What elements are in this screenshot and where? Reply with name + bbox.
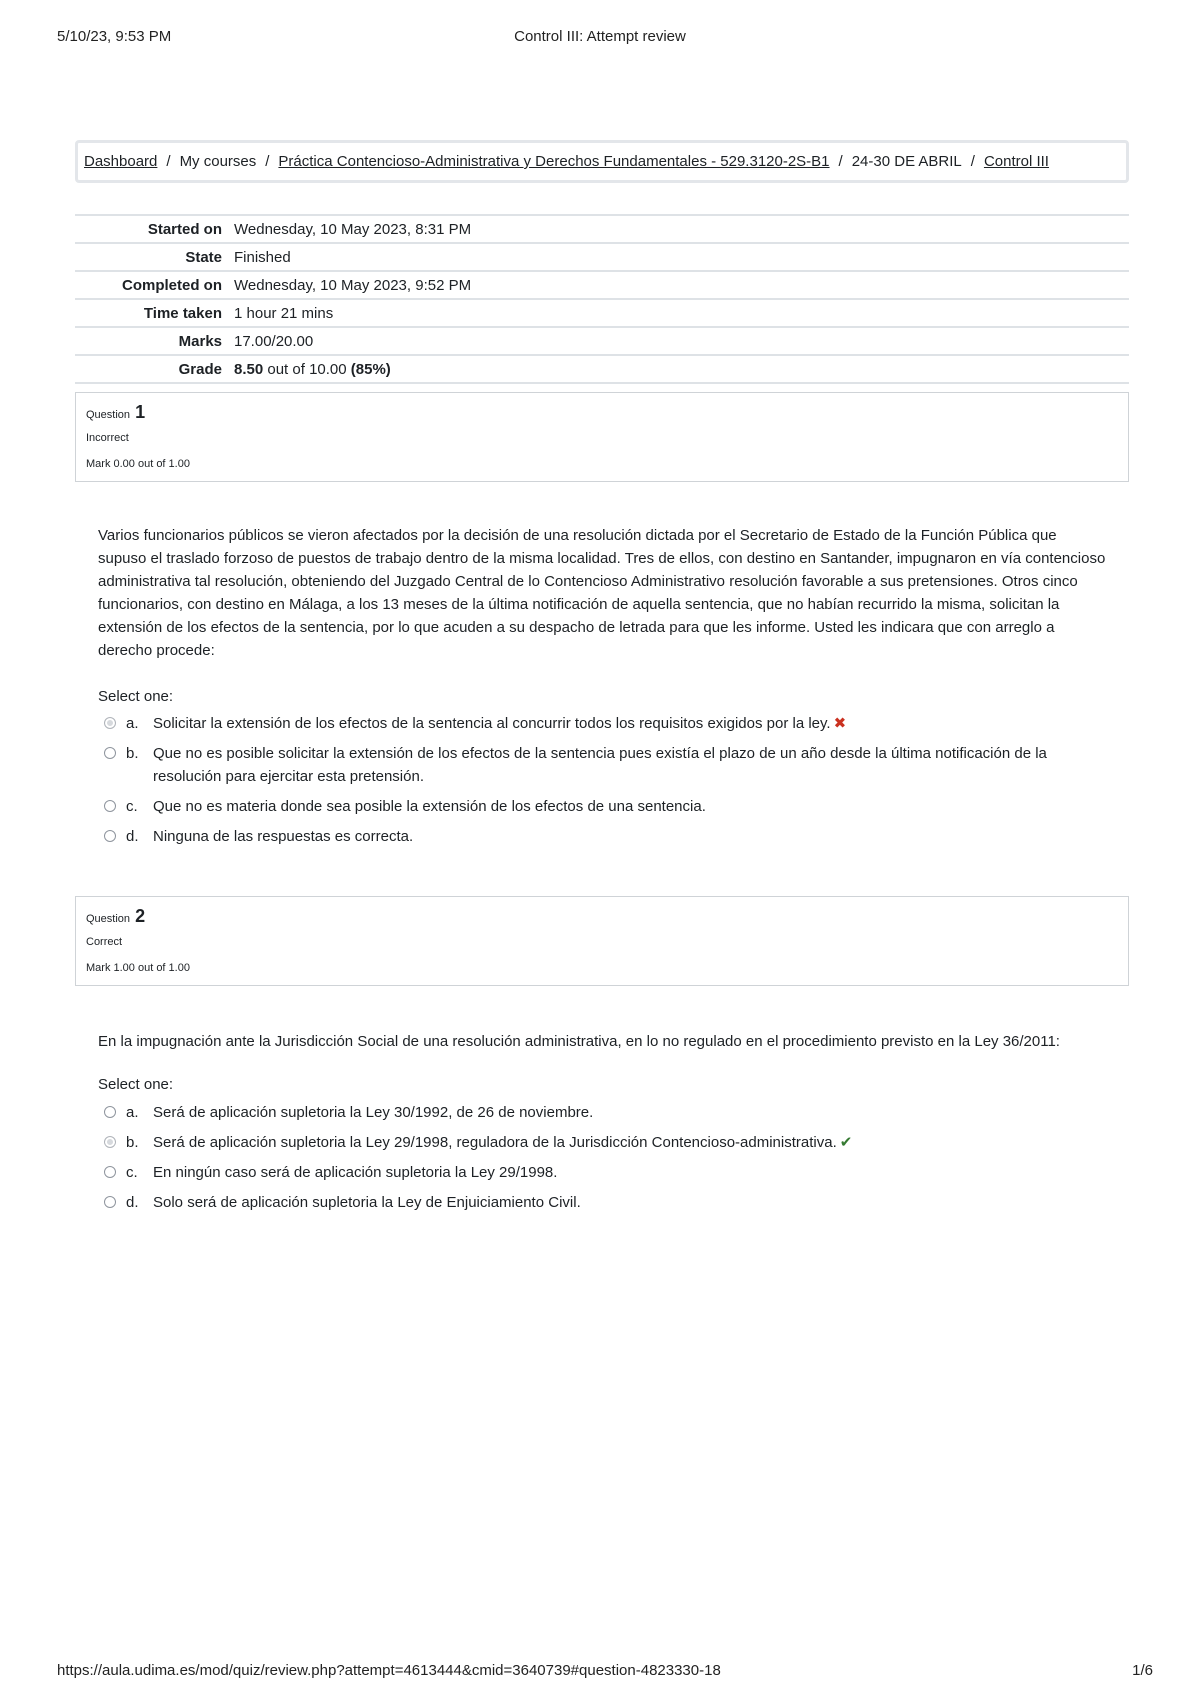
option-letter: c. [126,1164,138,1181]
question-2-text: En la impugnación ante la Jurisdicción Social de una resolución administrativa, en lo no regulado en el procedimiento previsto en la Ley 36/2011: [98,1033,1060,1050]
radio-unselected[interactable] [104,1106,116,1118]
question-2-state: Correct [86,936,123,948]
radio-selected[interactable] [104,717,116,729]
question-label: Question [86,409,131,421]
question-1-heading [86,403,1118,421]
radio-selected[interactable] [104,1136,116,1148]
breadcrumb [75,140,1129,183]
print-page-number: 1/6 [1132,1662,1153,1679]
print-url: https://aula.udima.es/mod/quiz/review.php?attempt=4613444&cmid=3640739#question-4823330-18 [57,1662,721,1679]
question-2-mark: Mark 1.00 out of 1.00 [86,962,190,974]
summary-row-completed [75,271,1129,299]
time-taken-value: 1 hour 21 mins [234,304,334,322]
grade-score: 8.50 [234,360,264,378]
question-2-answers [104,1101,1114,1221]
question-1-option-d[interactable] [104,825,1114,848]
grade-value [234,355,1129,383]
option-letter: a. [126,1104,139,1121]
question-1-prompt: Select one: [98,688,174,705]
radio-unselected[interactable] [104,800,116,812]
question-2-option-a[interactable] [104,1101,1114,1124]
started-label: Started on [147,220,222,238]
marks-label: Marks [178,332,222,350]
question-2-option-b[interactable] [104,1131,1114,1154]
option-letter: b. [126,1134,139,1151]
radio-unselected[interactable] [104,830,116,842]
grade-label: Grade [178,360,222,378]
breadcrumb-dashboard-link[interactable]: Dashboard [84,153,158,170]
option-text: Será de aplicación supletoria la Ley 29/1998, reguladora de la Jurisdicción Contencioso-administrativa. ✔ [153,1134,853,1151]
summary-row-marks [75,327,1129,355]
grade-percent: (85%) [350,360,391,378]
grade-out-of: out of 10.00 [267,360,347,378]
question-1-mark: Mark 0.00 out of 1.00 [86,458,190,470]
print-datetime: 5/10/23, 9:53 PM [57,28,172,45]
question-1-option-c[interactable] [104,795,1114,818]
summary-row-started [75,215,1129,243]
breadcrumb-separator: / [838,153,843,170]
option-letter: d. [126,1194,139,1211]
option-text: Solo será de aplicación supletoria la Ley de Enjuiciamiento Civil. [153,1194,581,1211]
incorrect-icon: ✖ [833,715,847,732]
state-label: State [185,248,222,266]
breadcrumb-separator: / [265,153,270,170]
question-1-info [75,392,1129,482]
breadcrumb-quiz-link[interactable]: Control III [983,153,1049,170]
question-1-text: Varios funcionarios públicos se vieron afectados por la decisión de una resolución dictada por el Secretario de Estado de la Función Pública que supuso el traslado forzoso de puestos de trabajo dentro de la misma localidad. Tres de ellos, con destino en Santander, impugnaron en vía contencioso administrativa tal resolución, obteniendo del Juzgado Central de lo Contencioso Administrativo resolución favorable a sus pretensiones. Otros cinco funcionarios, con destino en Málaga, a los 13 meses de la última notificación de aquella sentencia, que no habían recurrido la misma, solicitan la extensión de los efectos de la sentencia, por lo que acuden a su despacho de letrada para que les informe. Usted les indicara que con arreglo a derecho procede: [98,527,1106,659]
started-value: Wednesday, 10 May 2023, 8:31 PM [234,220,472,238]
question-1-answers [104,712,1114,855]
breadcrumb-separator: / [970,153,975,170]
radio-unselected[interactable] [104,747,116,759]
summary-row-time [75,299,1129,327]
option-text: Solicitar la extensión de los efectos de la sentencia al concurrir todos los requisitos exigidos por la ley. ✖ [153,715,847,732]
option-letter: b. [126,745,139,762]
print-title: Control III: Attempt review [514,28,686,45]
option-letter: a. [126,715,139,732]
completed-value: Wednesday, 10 May 2023, 9:52 PM [234,276,472,294]
question-2-prompt: Select one: [98,1076,174,1093]
breadcrumb-course-link[interactable]: Práctica Contencioso-Administrativa y Derechos Fundamentales - 529.3120-2S-B1 [278,153,830,170]
marks-value: 17.00/20.00 [234,332,314,350]
completed-label: Completed on [122,276,222,294]
print-header [0,28,1200,48]
option-text: Ninguna de las respuestas es correcta. [153,828,414,845]
radio-unselected[interactable] [104,1166,116,1178]
option-letter: d. [126,828,139,845]
time-taken-label: Time taken [143,304,222,322]
radio-unselected[interactable] [104,1196,116,1208]
breadcrumb-my-courses: My courses [179,153,257,170]
state-value: Finished [234,248,291,266]
option-letter: c. [126,798,138,815]
question-number: 2 [135,906,146,926]
question-2-heading [86,907,1118,925]
option-text: Será de aplicación supletoria la Ley 30/1992, de 26 de noviembre. [153,1104,594,1121]
summary-row-state [75,243,1129,271]
correct-check-icon: ✔ [839,1134,853,1151]
question-1-state: Incorrect [86,432,129,444]
option-text: En ningún caso será de aplicación supletoria la Ley 29/1998. [153,1164,558,1181]
breadcrumb-section: 24-30 DE ABRIL [851,153,962,170]
option-text: Que no es materia donde sea posible la extensión de los efectos de una sentencia. [153,798,706,815]
summary-row-grade [75,355,1129,383]
question-2-option-d[interactable] [104,1191,1114,1214]
attempt-summary-table [75,214,1129,384]
question-2-option-c[interactable] [104,1161,1114,1184]
question-1-option-a[interactable] [104,712,1114,735]
question-1-option-b[interactable] [104,742,1114,788]
question-label: Question [86,913,131,925]
breadcrumb-separator: / [166,153,171,170]
option-text: Que no es posible solicitar la extensión de los efectos de la sentencia pues existía el plazo de un año desde la última notificación de la resolución para ejercitar esta pretensión. [153,745,1047,785]
question-number: 1 [135,402,146,422]
question-2-info [75,896,1129,986]
